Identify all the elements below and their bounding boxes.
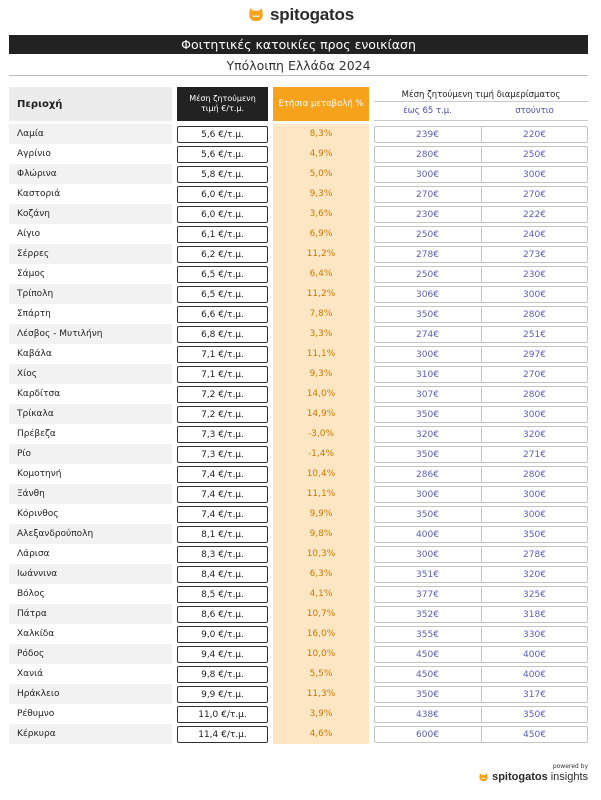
cell-up-to-65: 350€ (416, 689, 439, 700)
table-row (0, 644, 601, 664)
cell-up-to-65: 270€ (416, 189, 439, 200)
table-row (0, 224, 601, 244)
cell-avg-price: 7,2 €/τ.μ. (177, 406, 268, 423)
cell-region: Ιωάννινα (9, 564, 172, 584)
table-row (0, 484, 601, 504)
column-header-avg-price: Μέση ζητούμενη τιμή €/τ.μ. (177, 87, 268, 121)
table-row (0, 264, 601, 284)
table-row (0, 344, 601, 364)
cell-up-to-65: 300€ (416, 349, 439, 360)
cell-region: Κέρκυρα (9, 724, 172, 744)
cell-studio: 240€ (523, 229, 546, 240)
cell-avg-price: 8,6 €/τ.μ. (177, 606, 268, 623)
cell-annual-change: 11,1% (273, 484, 369, 504)
cell-avg-price: 9,9 €/τ.μ. (177, 686, 268, 703)
cell-region: Βόλος (17, 589, 45, 599)
cell-up-to-65: 600€ (416, 729, 439, 740)
cell-annual-change: 4,1% (273, 584, 369, 604)
cell-studio: 318€ (523, 609, 546, 620)
cell-avg-price: 7,1 €/τ.μ. (177, 366, 268, 383)
cell-annual-change: 9,3% (273, 184, 369, 204)
cell-annual-change: 11,1% (273, 344, 369, 364)
cell-avg-price: 6,2 €/τ.μ. (177, 246, 268, 263)
cell-avg-price: 11,4 €/τ.μ. (177, 726, 268, 743)
cell-studio: 325€ (523, 589, 546, 600)
table-row (0, 324, 601, 344)
cell-up-to-65: 230€ (416, 209, 439, 220)
cell-annual-change: 14,9% (273, 404, 369, 424)
cell-region: Ρέθυμνο (17, 709, 55, 719)
cell-avg-price: 6,1 €/τ.μ. (177, 226, 268, 243)
footer-brand-name: spitogatos (492, 771, 548, 783)
table-row (0, 304, 601, 324)
table-row (0, 564, 601, 584)
cell-studio: 400€ (523, 669, 546, 680)
cell-up-to-65: 350€ (416, 309, 439, 320)
cell-studio: 300€ (523, 509, 546, 520)
cell-region: Κόρινθος (17, 509, 59, 519)
cell-region: Χανιά (17, 669, 44, 679)
cell-annual-change: -3,0% (273, 424, 369, 444)
cell-studio: 297€ (523, 349, 546, 360)
cell-avg-price: 6,8 €/τ.μ. (177, 326, 268, 343)
cell-studio: 280€ (523, 389, 546, 400)
cell-annual-change: 10,3% (273, 544, 369, 564)
table-row (0, 624, 601, 644)
table-row (0, 424, 601, 444)
cell-region: Ηράκλειο (9, 684, 172, 704)
cell-avg-price: 6,0 €/τ.μ. (177, 186, 268, 203)
cell-avg-price: 9,4 €/τ.μ. (177, 646, 268, 663)
cell-region: Καβάλα (17, 349, 52, 359)
cell-region: Λάρισα (17, 549, 50, 559)
cell-studio: 230€ (523, 269, 546, 280)
cell-annual-change: -1,4% (273, 444, 369, 464)
cell-region: Πρέβεζα (17, 429, 56, 439)
table-row (0, 584, 601, 604)
powered-by-label: powered by (552, 763, 588, 770)
header-divider (374, 120, 588, 121)
cell-region: Χαλκίδα (17, 629, 55, 639)
cell-up-to-65: 352€ (416, 609, 439, 620)
cell-annual-change: 10,4% (273, 464, 369, 484)
cell-annual-change: 5,0% (273, 164, 369, 184)
cell-up-to-65: 355€ (416, 629, 439, 640)
cell-avg-price: 11,0 €/τ.μ. (177, 706, 268, 723)
brand-name: spitogatos (270, 5, 354, 24)
cell-up-to-65: 306€ (416, 289, 439, 300)
brand-header (0, 4, 601, 26)
cell-studio: 300€ (523, 409, 546, 420)
cell-studio: 300€ (523, 289, 546, 300)
table-row (0, 184, 601, 204)
cell-region: Καρδίτσα (17, 389, 61, 399)
cell-up-to-65: 300€ (416, 489, 439, 500)
table-row (0, 284, 601, 304)
cell-up-to-65: 350€ (416, 409, 439, 420)
cell-up-to-65: 250€ (416, 269, 439, 280)
cell-studio: 280€ (523, 469, 546, 480)
cell-region: Κομοτηνή (17, 469, 62, 479)
cell-avg-price: 8,1 €/τ.μ. (177, 526, 268, 543)
cell-avg-price: 9,0 €/τ.μ. (177, 626, 268, 643)
cell-up-to-65: 450€ (416, 649, 439, 660)
cell-avg-price: 7,4 €/τ.μ. (177, 486, 268, 503)
cell-up-to-65: 351€ (416, 569, 439, 580)
cell-region: Σέρρες (9, 244, 172, 264)
cell-annual-change: 4,6% (273, 724, 369, 744)
cell-annual-change: 6,4% (273, 264, 369, 284)
table-row (0, 544, 601, 564)
cell-avg-price: 7,1 €/τ.μ. (177, 346, 268, 363)
cell-avg-price: 8,4 €/τ.μ. (177, 566, 268, 583)
footer-brand (478, 771, 588, 783)
cell-studio: 300€ (523, 489, 546, 500)
cell-region: Ρόδος (9, 644, 172, 664)
cell-annual-change: 10,7% (273, 604, 369, 624)
cell-up-to-65: 350€ (416, 449, 439, 460)
cell-studio: 320€ (523, 429, 546, 440)
footer (470, 763, 588, 789)
cell-annual-change: 8,3% (273, 124, 369, 144)
cell-studio: 350€ (523, 529, 546, 540)
cat-face-icon (478, 772, 489, 783)
cell-region: Αλεξανδρούπολη (9, 524, 172, 544)
cell-avg-price: 7,4 €/τ.μ. (177, 466, 268, 483)
cell-up-to-65: 300€ (416, 549, 439, 560)
cell-avg-price: 8,5 €/τ.μ. (177, 586, 268, 603)
cell-up-to-65: 310€ (416, 369, 439, 380)
cell-avg-price: 9,8 €/τ.μ. (177, 666, 268, 683)
column-header-region: Περιοχή (9, 87, 172, 121)
cell-annual-change: 3,3% (273, 324, 369, 344)
cell-studio: 280€ (523, 309, 546, 320)
cell-studio: 450€ (523, 729, 546, 740)
column-header-up-to-65: έως 65 τ.μ. (403, 106, 452, 116)
cell-studio: 271€ (523, 449, 546, 460)
cell-annual-change: 3,6% (273, 204, 369, 224)
table-row (0, 724, 601, 744)
cell-region: Αίγιο (17, 229, 41, 239)
footer-brand-suffix: insights (550, 771, 588, 783)
cell-avg-price: 7,4 €/τ.μ. (177, 506, 268, 523)
cell-annual-change: 14,0% (273, 384, 369, 404)
cell-annual-change: 7,8% (273, 304, 369, 324)
cell-avg-price: 7,3 €/τ.μ. (177, 426, 268, 443)
cell-studio: 330€ (523, 629, 546, 640)
cell-annual-change: 3,9% (273, 704, 369, 724)
cell-annual-change: 10,0% (273, 644, 369, 664)
cell-studio: 300€ (523, 169, 546, 180)
cell-studio: 273€ (523, 249, 546, 260)
cell-avg-price: 7,2 €/τ.μ. (177, 386, 268, 403)
page-title: Φοιτητικές κατοικίες προς ενοικίαση (9, 35, 588, 54)
cell-up-to-65: 307€ (416, 389, 439, 400)
table-row (0, 464, 601, 484)
table-row (0, 704, 601, 724)
cell-region: Λέσβος - Μυτιλήνη (9, 324, 172, 344)
table-row (0, 204, 601, 224)
cell-region: Χίος (9, 364, 172, 384)
cell-up-to-65: 450€ (416, 669, 439, 680)
cell-up-to-65: 239€ (416, 129, 439, 140)
cell-studio: 250€ (523, 149, 546, 160)
cell-region: Κοζάνη (9, 204, 172, 224)
cell-avg-price: 6,5 €/τ.μ. (177, 266, 268, 283)
cell-studio: 350€ (523, 709, 546, 720)
cell-annual-change: 6,3% (273, 564, 369, 584)
column-header-annual-change: Ετήσια μεταβολή % (273, 87, 369, 121)
table-row (0, 684, 601, 704)
cell-up-to-65: 350€ (416, 509, 439, 520)
table-row (0, 444, 601, 464)
cell-avg-price: 6,5 €/τ.μ. (177, 286, 268, 303)
cell-region: Σάμος (17, 269, 46, 279)
cell-region: Καστοριά (17, 189, 61, 199)
cell-studio: 220€ (523, 129, 546, 140)
table-row (0, 144, 601, 164)
cell-region: Λαμία (9, 124, 172, 144)
cell-avg-price: 6,6 €/τ.μ. (177, 306, 268, 323)
cell-region: Φλώρινα (9, 164, 172, 184)
cell-studio: 278€ (523, 549, 546, 560)
cell-studio: 400€ (523, 649, 546, 660)
cell-up-to-65: 278€ (416, 249, 439, 260)
cell-annual-change: 11,2% (273, 244, 369, 264)
cell-studio: 270€ (523, 369, 546, 380)
cell-up-to-65: 250€ (416, 229, 439, 240)
cell-annual-change: 16,0% (273, 624, 369, 644)
table-row (0, 364, 601, 384)
cell-avg-price: 7,3 €/τ.μ. (177, 446, 268, 463)
cell-annual-change: 11,3% (273, 684, 369, 704)
table-row (0, 164, 601, 184)
column-header-studio: στούντιο (515, 106, 554, 116)
cell-annual-change: 4,9% (273, 144, 369, 164)
cell-up-to-65: 377€ (416, 589, 439, 600)
cell-annual-change: 11,2% (273, 284, 369, 304)
cell-studio: 270€ (523, 189, 546, 200)
cell-up-to-65: 274€ (416, 329, 439, 340)
cell-annual-change: 5,5% (273, 664, 369, 684)
cat-face-icon (247, 6, 265, 24)
cell-up-to-65: 300€ (416, 169, 439, 180)
table-row (0, 504, 601, 524)
cell-region: Τρίκαλα (9, 404, 172, 424)
page-subtitle: Υπόλοιπη Ελλάδα 2024 (9, 56, 588, 76)
cell-annual-change: 9,9% (273, 504, 369, 524)
cell-up-to-65: 286€ (416, 469, 439, 480)
cell-avg-price: 5,6 €/τ.μ. (177, 146, 268, 163)
cell-studio: 320€ (523, 569, 546, 580)
cell-region: Τρίπολη (9, 284, 172, 304)
cell-annual-change: 9,3% (273, 364, 369, 384)
column-header-apartment-price: Μέση ζητούμενη τιμή διαμερίσματος (374, 89, 588, 102)
cell-avg-price: 5,6 €/τ.μ. (177, 126, 268, 143)
cell-region: Σπάρτη (17, 309, 51, 319)
table-row (0, 664, 601, 684)
table-body (0, 124, 601, 744)
cell-up-to-65: 320€ (416, 429, 439, 440)
cell-region: Αγρίνιο (17, 149, 51, 159)
cell-region: Πάτρα (9, 604, 172, 624)
table-row (0, 604, 601, 624)
table-row (0, 524, 601, 544)
cell-avg-price: 5,8 €/τ.μ. (177, 166, 268, 183)
table-row (0, 384, 601, 404)
cell-annual-change: 6,9% (273, 224, 369, 244)
table-row (0, 244, 601, 264)
table-row (0, 404, 601, 424)
cell-studio: 222€ (523, 209, 546, 220)
cell-annual-change: 9,8% (273, 524, 369, 544)
cell-region: Ρίο (9, 444, 172, 464)
cell-studio: 317€ (523, 689, 546, 700)
cell-studio: 251€ (523, 329, 546, 340)
cell-up-to-65: 400€ (416, 529, 439, 540)
cell-avg-price: 8,3 €/τ.μ. (177, 546, 268, 563)
cell-up-to-65: 280€ (416, 149, 439, 160)
cell-avg-price: 6,0 €/τ.μ. (177, 206, 268, 223)
cell-up-to-65: 438€ (416, 709, 439, 720)
table-row (0, 124, 601, 144)
cell-region: Ξάνθη (9, 484, 172, 504)
